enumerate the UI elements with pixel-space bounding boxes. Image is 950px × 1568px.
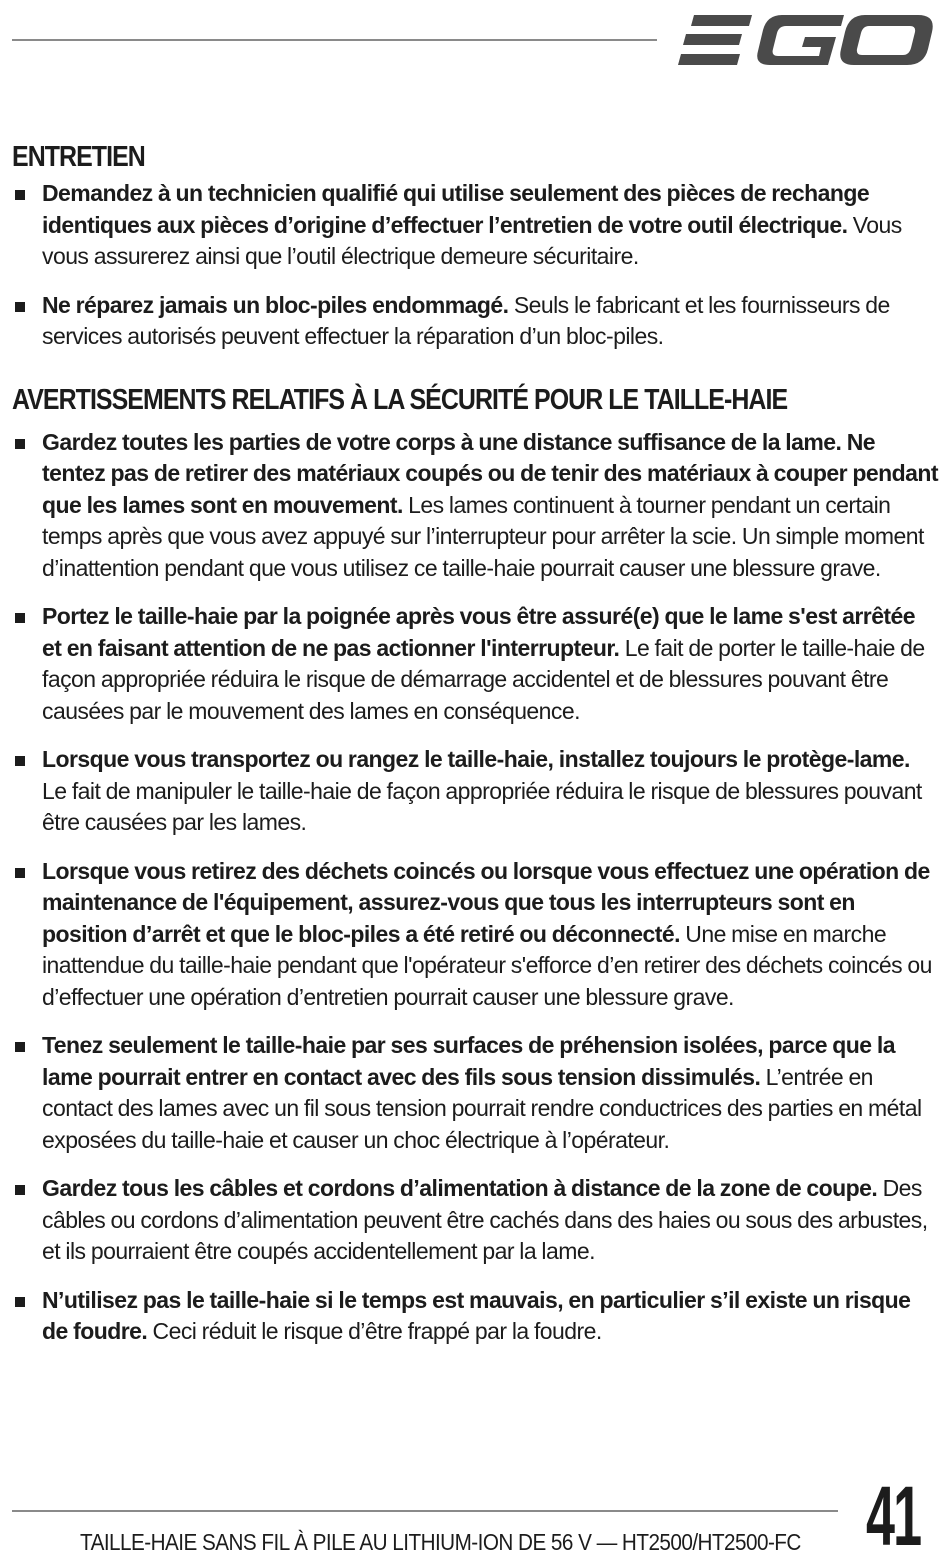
item-lead: Gardez toutes les parties de votre corps à une distance suffisance de la lame. Ne tentez pas de retirer des matériaux coupés ou de tenir des matériaux à couper pendant que les lames sont en mouvement.	[42, 428, 938, 518]
item-body: Ceci réduit le risque d’être frappé par la foudre.	[147, 1318, 602, 1344]
footer-product-title: TAILLE-HAIE SANS FIL À PILE AU LITHIUM-ION DE 56 V — HT2500/HT2500-FC	[80, 1529, 801, 1555]
header-rule	[12, 39, 657, 41]
avertissements-list	[12, 427, 938, 1348]
item-lead: Lorsque vous transportez ou rangez le taille-haie, installez toujours le protège-lame.	[42, 746, 910, 772]
item-lead: Lorsque vous retirez des déchets coincés ou lorsque vous effectuez une opération de maintenance de l'équipement, assurez-vous que tous les interrupteurs sont en position d’arrêt et que le bloc-piles a été retiré ou déconnecté.	[42, 857, 930, 947]
item-body: Vous vous assurerez ainsi que l’outil électrique demeure sécuritaire.	[42, 211, 902, 269]
item-lead: N’utilisez pas le taille-haie si le temps est mauvais, en particulier s’il existe un risque de foudre.	[42, 1286, 911, 1344]
item-body: L’entrée en contact des lames avec un fil sous tension pourrait rendre conductrices des parties en métal exposées du taille-haie et causer un choc électrique à l’opérateur.	[42, 1063, 922, 1153]
list-item	[12, 1173, 938, 1268]
section-title-entretien: ENTRETIEN	[12, 141, 145, 173]
list-item	[12, 601, 938, 727]
item-lead: Tenez seulement le taille-haie par ses surfaces de préhension isolées, parce que la lame pourrait entrer en contact avec des fils sous tension dissimulés.	[42, 1032, 895, 1090]
page-number: 41	[866, 1469, 921, 1563]
list-item	[12, 1285, 938, 1348]
item-lead: Portez le taille-haie par la poignée après vous être assuré(e) que le lame s'est arrêtée et en faisant attention de ne pas actionner l'interrupteur.	[42, 603, 916, 661]
list-item	[12, 1030, 938, 1156]
list-item	[12, 427, 938, 585]
page-content	[12, 140, 938, 1365]
item-lead: Gardez tous les câbles et cordons d’alimentation à distance de la zone de coupe.	[42, 1175, 878, 1201]
list-item	[12, 290, 938, 353]
item-body: Le fait de manipuler le taille-haie de façon appropriée réduira le risque de blessures pouvant être causées par les lames.	[42, 777, 922, 835]
ego-logo	[678, 12, 936, 68]
item-lead: Demandez à un technicien qualifié qui utilise seulement des pièces de rechange identiques aux pièces d’origine d’effectuer l’entretien de votre outil électrique.	[42, 180, 870, 238]
item-body: Seuls le fabricant et les fournisseurs de services autorisés peuvent effectuer la réparation d’un bloc-piles.	[42, 291, 890, 349]
item-body: Les lames continuent à tourner pendant un certain temps après que vous avez appuyé sur l’interrupteur pour arrêter la scie. Un simple moment d’inattention pendant que vous utilisez ce taille-haie pourrait causer une blessure grave.	[42, 491, 924, 581]
list-item	[12, 856, 938, 1014]
item-body: Une mise en marche inattendue du taille-haie pendant que l'opérateur s'efforce d’en retirer des déchets coincés ou d’effectuer une opération d’entretien pourrait causer une blessure grave.	[42, 920, 932, 1010]
section-title-avertissements: AVERTISSEMENTS RELATIFS À LA SÉCURITÉ POUR LE TAILLE-HAIE	[12, 383, 788, 416]
list-item	[12, 744, 938, 839]
item-lead: Ne réparez jamais un bloc-piles endommagé.	[42, 291, 509, 318]
entretien-list	[12, 178, 938, 353]
list-item	[12, 178, 938, 273]
item-body: Le fait de porter le taille-haie de façon appropriée réduira le risque de démarrage accidentel et de blessures pouvant être causées par le mouvement des lames en conséquence.	[42, 634, 925, 724]
item-body: Des câbles ou cordons d’alimentation peuvent être cachés dans des haies ou sous des arbustes, et ils pourraient être coupés accidentellement par la lame.	[42, 1175, 928, 1264]
footer-rule	[12, 1510, 838, 1512]
